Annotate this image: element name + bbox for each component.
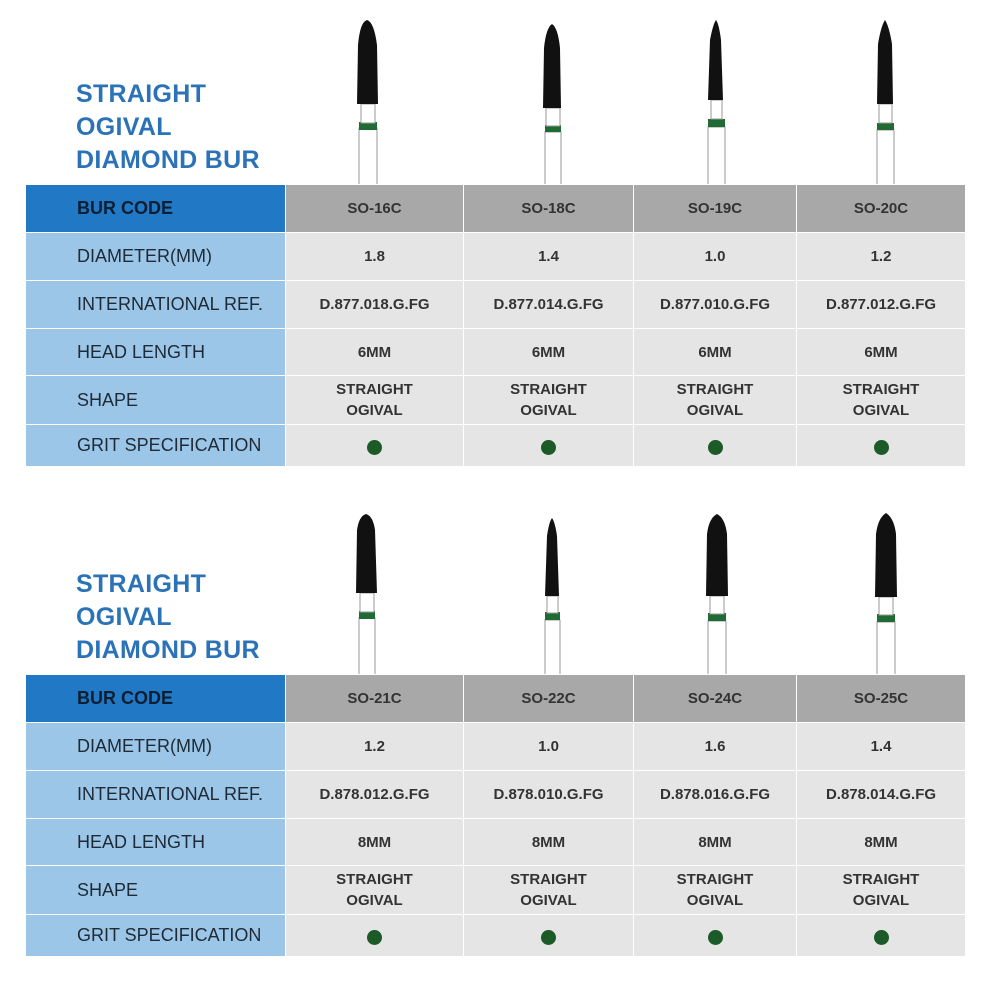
label-head-length: HEAD LENGTH xyxy=(26,819,286,866)
cell-code: SO-16C xyxy=(286,185,464,233)
cell-grit xyxy=(797,425,966,467)
label-head-length: HEAD LENGTH xyxy=(26,329,286,376)
label-diameter: DIAMETER(MM) xyxy=(26,723,286,771)
cell-head-length: 8MM xyxy=(464,819,634,866)
grit-dot-icon xyxy=(541,930,556,945)
bur-image-so-24c xyxy=(706,514,728,682)
cell-ref: D.877.014.G.FG xyxy=(464,281,634,329)
grit-dot-icon xyxy=(367,930,382,945)
grit-dot-icon xyxy=(367,440,382,455)
shape-line: OGIVAL xyxy=(852,402,910,419)
cell-diameter: 1.2 xyxy=(286,723,464,771)
row-shape xyxy=(26,866,966,915)
row-grit xyxy=(26,915,966,957)
grit-dot-icon xyxy=(541,440,556,455)
cell-ref: D.877.012.G.FG xyxy=(797,281,966,329)
bur-image-so-18c xyxy=(543,24,561,192)
label-grit: GRIT SPECIFICATION xyxy=(26,425,286,467)
label-bur-code: BUR CODE xyxy=(26,675,286,723)
bur-spec-table xyxy=(25,184,966,467)
bur-image-so-19c xyxy=(708,20,725,192)
bur-spec-table xyxy=(25,674,966,957)
cell-head-length: 8MM xyxy=(634,819,797,866)
row-international-ref xyxy=(26,281,966,329)
shape-line: STRAIGHT xyxy=(842,871,920,888)
bur-image-so-21c xyxy=(356,514,377,682)
row-head-length xyxy=(26,819,966,866)
shape-line: OGIVAL xyxy=(686,892,744,909)
bur-illustrations xyxy=(0,0,1000,195)
cell-shape xyxy=(634,866,797,915)
cell-diameter: 1.4 xyxy=(797,723,966,771)
cell-ref: D.878.016.G.FG xyxy=(634,771,797,819)
label-shape: SHAPE xyxy=(26,866,286,915)
row-grit xyxy=(26,425,966,467)
row-head-length xyxy=(26,329,966,376)
cell-shape xyxy=(464,376,634,425)
title-line: STRAIGHT xyxy=(76,570,207,598)
shape-line: STRAIGHT xyxy=(510,871,587,888)
cell-grit xyxy=(286,915,464,957)
bur-image-so-22c xyxy=(545,518,560,682)
title-line: OGIVAL xyxy=(76,113,172,141)
bur-image-so-16c xyxy=(357,20,378,192)
shape-line: STRAIGHT xyxy=(336,871,413,888)
label-international-ref: INTERNATIONAL REF. xyxy=(26,281,286,329)
cell-shape xyxy=(464,866,634,915)
title-line: DIAMOND BUR xyxy=(76,636,260,664)
cell-grit xyxy=(634,425,797,467)
row-bur-code xyxy=(26,185,966,233)
cell-ref: D.877.018.G.FG xyxy=(286,281,464,329)
cell-diameter: 1.6 xyxy=(634,723,797,771)
label-bur-code: BUR CODE xyxy=(26,185,286,233)
cell-code: SO-19C xyxy=(634,185,797,233)
title-line: DIAMOND BUR xyxy=(76,146,260,174)
row-bur-code xyxy=(26,675,966,723)
row-shape xyxy=(26,376,966,425)
cell-grit xyxy=(464,915,634,957)
cell-shape xyxy=(286,376,464,425)
bur-illustrations xyxy=(0,490,1000,685)
grit-dot-icon xyxy=(708,930,723,945)
shape-line: STRAIGHT xyxy=(842,381,920,398)
shape-line: STRAIGHT xyxy=(336,381,413,398)
shape-line: OGIVAL xyxy=(686,402,744,419)
row-diameter xyxy=(26,723,966,771)
cell-diameter: 1.4 xyxy=(464,233,634,281)
row-diameter xyxy=(26,233,966,281)
cell-head-length: 8MM xyxy=(797,819,966,866)
cell-grit xyxy=(464,425,634,467)
cell-shape xyxy=(634,376,797,425)
cell-head-length: 8MM xyxy=(286,819,464,866)
cell-code: SO-20C xyxy=(797,185,966,233)
cell-code: SO-24C xyxy=(634,675,797,723)
label-international-ref: INTERNATIONAL REF. xyxy=(26,771,286,819)
title-line: STRAIGHT xyxy=(76,80,207,108)
cell-grit xyxy=(286,425,464,467)
row-international-ref xyxy=(26,771,966,819)
cell-head-length: 6MM xyxy=(797,329,966,376)
cell-diameter: 1.2 xyxy=(797,233,966,281)
cell-code: SO-22C xyxy=(464,675,634,723)
cell-diameter: 1.8 xyxy=(286,233,464,281)
bur-image-so-20c xyxy=(877,20,894,192)
label-shape: SHAPE xyxy=(26,376,286,425)
cell-ref: D.878.012.G.FG xyxy=(286,771,464,819)
cell-head-length: 6MM xyxy=(634,329,797,376)
cell-ref: D.878.014.G.FG xyxy=(797,771,966,819)
grit-dot-icon xyxy=(874,440,889,455)
cell-grit xyxy=(797,915,966,957)
cell-ref: D.878.010.G.FG xyxy=(464,771,634,819)
cell-code: SO-18C xyxy=(464,185,634,233)
title-line: OGIVAL xyxy=(76,603,172,631)
cell-grit xyxy=(634,915,797,957)
bur-section-2 xyxy=(0,490,1000,980)
shape-line: OGIVAL xyxy=(520,892,577,909)
grit-dot-icon xyxy=(874,930,889,945)
cell-shape xyxy=(797,866,966,915)
grit-dot-icon xyxy=(708,440,723,455)
shape-line: OGIVAL xyxy=(520,402,577,419)
cell-shape xyxy=(286,866,464,915)
shape-line: STRAIGHT xyxy=(676,381,754,398)
cell-head-length: 6MM xyxy=(286,329,464,376)
shape-line: STRAIGHT xyxy=(676,871,754,888)
cell-code: SO-21C xyxy=(286,675,464,723)
shape-line: OGIVAL xyxy=(346,402,403,419)
label-diameter: DIAMETER(MM) xyxy=(26,233,286,281)
label-grit: GRIT SPECIFICATION xyxy=(26,915,286,957)
cell-diameter: 1.0 xyxy=(464,723,634,771)
cell-shape xyxy=(797,376,966,425)
cell-diameter: 1.0 xyxy=(634,233,797,281)
shape-line: STRAIGHT xyxy=(510,381,587,398)
cell-code: SO-25C xyxy=(797,675,966,723)
shape-line: OGIVAL xyxy=(852,892,910,909)
cell-head-length: 6MM xyxy=(464,329,634,376)
bur-image-so-25c xyxy=(875,513,897,682)
bur-section-1 xyxy=(0,0,1000,490)
shape-line: OGIVAL xyxy=(346,892,403,909)
cell-ref: D.877.010.G.FG xyxy=(634,281,797,329)
